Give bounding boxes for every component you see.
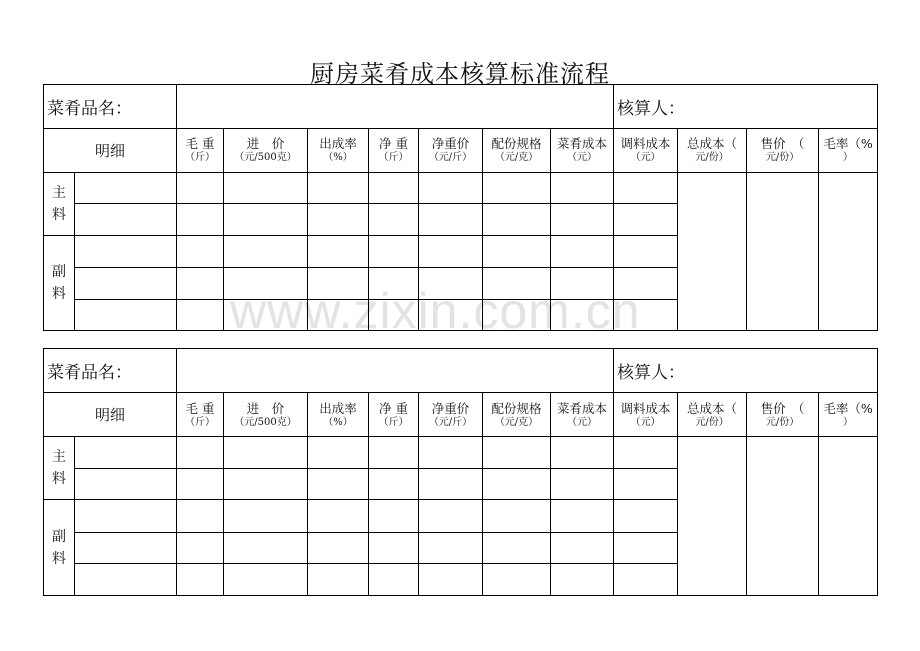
- cell[interactable]: [177, 204, 224, 235]
- cell[interactable]: [308, 204, 369, 235]
- cell[interactable]: [614, 268, 678, 299]
- col-header: 进 价 （元/500克）: [224, 392, 308, 437]
- cell[interactable]: [224, 468, 308, 500]
- cell[interactable]: [419, 437, 483, 469]
- cell[interactable]: [369, 299, 419, 330]
- col-header: 调料成本 （元）: [614, 392, 678, 437]
- cell[interactable]: [369, 204, 419, 235]
- cell[interactable]: [177, 268, 224, 299]
- cell[interactable]: [419, 532, 483, 564]
- cell[interactable]: [369, 564, 419, 596]
- cell[interactable]: [308, 532, 369, 564]
- col-header: 配份规格 （元/克）: [483, 392, 551, 437]
- cell[interactable]: [483, 437, 551, 469]
- cell[interactable]: [177, 468, 224, 500]
- margin-cell[interactable]: [819, 173, 878, 331]
- cost-table: [43, 348, 878, 596]
- cell[interactable]: [75, 173, 177, 204]
- cell[interactable]: [419, 268, 483, 299]
- col-header: 售价 （ 元/份）: [747, 128, 819, 173]
- col-header: 毛 重 （斤）: [177, 128, 224, 173]
- cell[interactable]: [308, 564, 369, 596]
- cell[interactable]: [483, 173, 551, 204]
- cell[interactable]: [614, 173, 678, 204]
- cell[interactable]: [308, 235, 369, 267]
- cell[interactable]: [551, 500, 614, 533]
- cell[interactable]: [419, 468, 483, 500]
- col-header: 净重价 （元/斤）: [419, 392, 483, 437]
- cell[interactable]: [177, 235, 224, 267]
- cell[interactable]: [369, 173, 419, 204]
- cell[interactable]: [224, 204, 308, 235]
- cell[interactable]: [369, 437, 419, 469]
- cell[interactable]: [224, 500, 308, 533]
- cell[interactable]: [224, 532, 308, 564]
- cell[interactable]: [177, 500, 224, 533]
- cell[interactable]: [419, 235, 483, 267]
- cell[interactable]: [369, 268, 419, 299]
- cell[interactable]: [483, 299, 551, 330]
- cell[interactable]: [224, 235, 308, 267]
- cell[interactable]: [224, 564, 308, 596]
- total-cost-cell[interactable]: [678, 173, 747, 331]
- col-header: 净 重 （斤）: [369, 128, 419, 173]
- aux-ingredient-label: 副 料: [44, 235, 75, 330]
- cost-sheet-1: [43, 84, 877, 331]
- cell[interactable]: [75, 235, 177, 267]
- dish-name-field[interactable]: [177, 349, 614, 393]
- cell[interactable]: [308, 468, 369, 500]
- col-header: 净重价 （元/斤）: [419, 128, 483, 173]
- cell[interactable]: [614, 500, 678, 533]
- cell[interactable]: [224, 268, 308, 299]
- cell[interactable]: [551, 204, 614, 235]
- margin-cell[interactable]: [819, 437, 878, 596]
- total-cost-cell[interactable]: [678, 437, 747, 596]
- cell[interactable]: [551, 468, 614, 500]
- cell[interactable]: [75, 468, 177, 500]
- col-header: 总成本（ 元/份）: [678, 392, 747, 437]
- cell[interactable]: [551, 437, 614, 469]
- cell[interactable]: [177, 437, 224, 469]
- cell[interactable]: [224, 437, 308, 469]
- price-cell[interactable]: [747, 173, 819, 331]
- cell[interactable]: [483, 532, 551, 564]
- cell[interactable]: [224, 299, 308, 330]
- dish-name-label: 菜肴品名：: [44, 349, 177, 393]
- cell[interactable]: [551, 173, 614, 204]
- cell[interactable]: [551, 235, 614, 267]
- cell[interactable]: [483, 564, 551, 596]
- cell[interactable]: [177, 564, 224, 596]
- col-header: 调料成本 （元）: [614, 128, 678, 173]
- col-header: 毛率（% ）: [819, 392, 878, 437]
- cell[interactable]: [419, 299, 483, 330]
- cell[interactable]: [483, 235, 551, 267]
- dish-name-label: 菜肴品名：: [44, 85, 177, 129]
- cell[interactable]: [551, 299, 614, 330]
- cell[interactable]: [369, 500, 419, 533]
- cell[interactable]: [369, 235, 419, 267]
- cell[interactable]: [308, 437, 369, 469]
- cell[interactable]: [614, 468, 678, 500]
- col-header: 进 价 （元/500克）: [224, 128, 308, 173]
- price-cell[interactable]: [747, 437, 819, 596]
- cell[interactable]: [483, 204, 551, 235]
- accountant-label: 核算人：: [614, 85, 878, 129]
- cell[interactable]: [177, 532, 224, 564]
- aux-ingredient-label: 副 料: [44, 500, 75, 596]
- col-header: 出成率 （%）: [308, 392, 369, 437]
- cell[interactable]: [75, 532, 177, 564]
- cost-sheet-2: [43, 348, 877, 596]
- cell[interactable]: [75, 268, 177, 299]
- cell[interactable]: [419, 500, 483, 533]
- cell[interactable]: [614, 437, 678, 469]
- cell[interactable]: [551, 532, 614, 564]
- cell[interactable]: [177, 173, 224, 204]
- col-header: 总成本（ 元/份）: [678, 128, 747, 173]
- col-header: 净 重 （斤）: [369, 392, 419, 437]
- cell[interactable]: [614, 299, 678, 330]
- col-header: 菜肴成本 （元）: [551, 128, 614, 173]
- accountant-label: 核算人：: [614, 349, 878, 393]
- col-header: 售价 （ 元/份）: [747, 392, 819, 437]
- detail-header: 明细: [44, 392, 177, 437]
- col-header: 出成率 （%）: [308, 128, 369, 173]
- watermark: www.zixin.com.cn: [230, 283, 641, 339]
- cell[interactable]: [369, 468, 419, 500]
- cell[interactable]: [75, 500, 177, 533]
- cell[interactable]: [419, 564, 483, 596]
- cell[interactable]: [551, 564, 614, 596]
- cell[interactable]: [614, 235, 678, 267]
- col-header: 菜肴成本 （元）: [551, 392, 614, 437]
- cell[interactable]: [75, 204, 177, 235]
- cell[interactable]: [551, 268, 614, 299]
- cell[interactable]: [308, 173, 369, 204]
- page-title: 厨房菜肴成本核算标准流程: [310, 60, 610, 88]
- col-header: 配份规格 （元/克）: [483, 128, 551, 173]
- cell[interactable]: [308, 299, 369, 330]
- main-ingredient-label: 主 料: [44, 173, 75, 236]
- dish-name-field[interactable]: [177, 85, 614, 129]
- cell[interactable]: [369, 532, 419, 564]
- col-header: 毛率（% ）: [819, 128, 878, 173]
- cell[interactable]: [224, 173, 308, 204]
- cell[interactable]: [177, 299, 224, 330]
- cell[interactable]: [75, 437, 177, 469]
- detail-header: 明细: [44, 128, 177, 173]
- col-header: 毛 重 （斤）: [177, 392, 224, 437]
- cell[interactable]: [483, 500, 551, 533]
- cost-table: [43, 84, 878, 331]
- cell[interactable]: [614, 564, 678, 596]
- cell[interactable]: [483, 468, 551, 500]
- cell[interactable]: [614, 204, 678, 235]
- cell[interactable]: [308, 500, 369, 533]
- cell[interactable]: [419, 173, 483, 204]
- cell[interactable]: [75, 299, 177, 330]
- cell[interactable]: [308, 268, 369, 299]
- cell[interactable]: [419, 204, 483, 235]
- cell[interactable]: [614, 532, 678, 564]
- cell[interactable]: [483, 268, 551, 299]
- main-ingredient-label: 主 料: [44, 437, 75, 500]
- cell[interactable]: [75, 564, 177, 596]
